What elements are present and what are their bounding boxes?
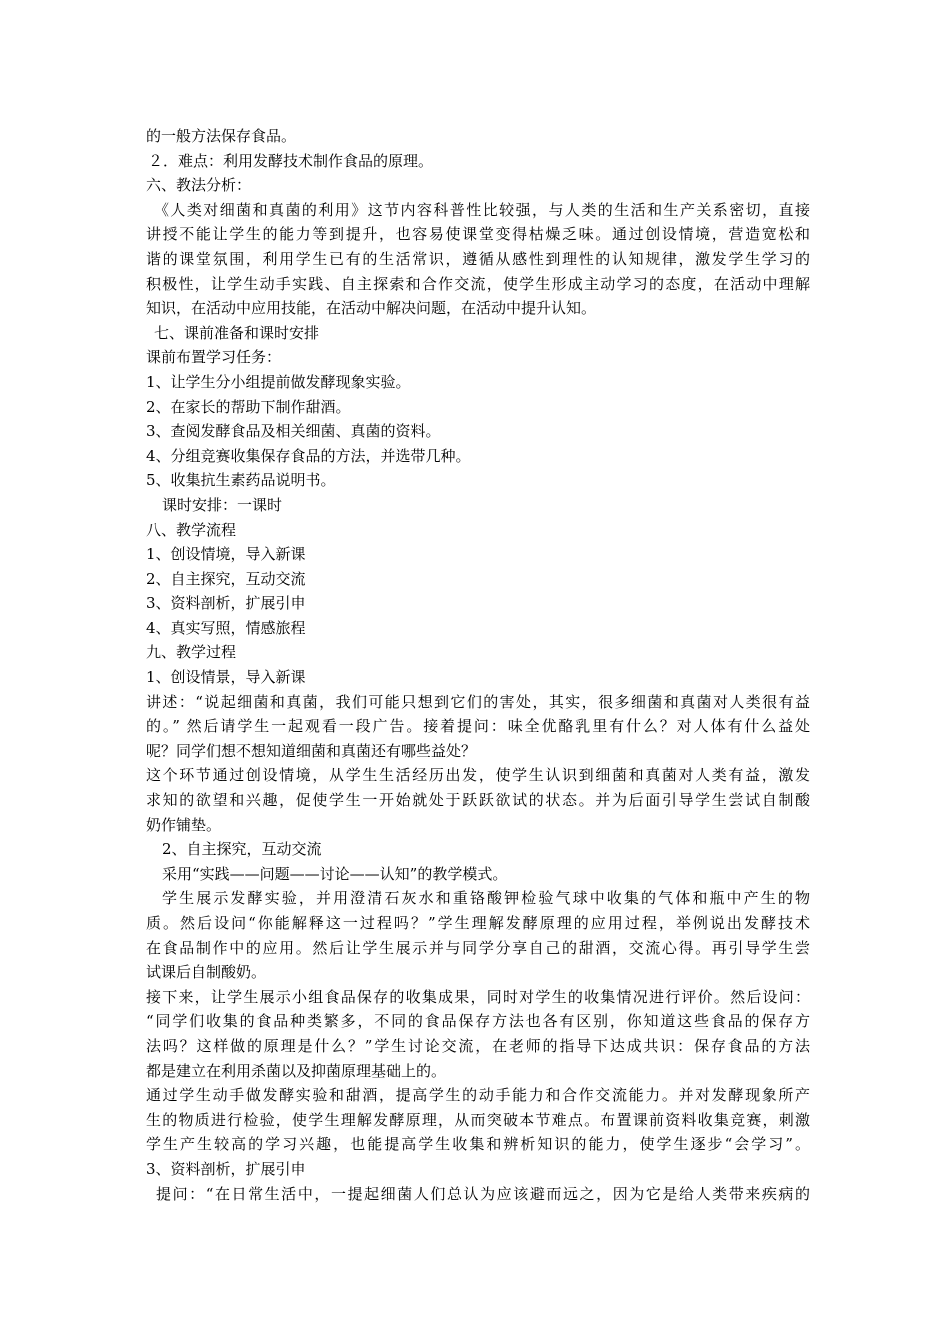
text-line: 《人类对细菌和真菌的利用》这节内容科普性比较强，与人类的生活和生产关系密切，直接 [154,200,810,219]
document-page [146,124,810,1206]
text-line: 2、自主探究，互动交流 [162,840,322,859]
text-line: 3、资料剖析，扩展引申 [146,594,306,613]
text-line: 奶作铺垫。 [146,815,222,834]
text-line: 3、资料剖析，扩展引申 [146,1159,306,1178]
text-line: 七、课前准备和课时安排 [154,323,320,342]
text-line: 学生展示发酵实验，并用澄清石灰水和重铬酸钾检验气球中收集的气体和瓶中产生的物 [162,889,810,908]
text-line: 的。” 然后请学生一起观看一段广告。接着提问：味全优酪乳里有什么？对人体有什么益处 [146,717,810,736]
text-line: 呢？同学们想不想知道细菌和真菌还有哪些益处？ [146,741,477,760]
text-line: 1、创设情境，导入新课 [146,545,306,564]
text-line: 的一般方法保存食品。 [146,127,297,145]
text-line: 都是建立在利用杀菌以及抑菌原理基础上的。 [146,1061,447,1080]
text-line: 接下来，让学生展示小组食品保存的收集成果，同时对学生的收集情况进行评价。然后设问： [146,987,810,1006]
text-line: 2、自主探究，互动交流 [146,569,306,588]
text-line: 讲授不能让学生的能力等到提升，也容易使课堂变得枯燥乏味。通过创设情境，营造宽松和 [146,225,810,244]
text-line: 课时安排：一课时 [162,495,283,514]
text-line: 求知的欲望和兴趣，促使学生一开始就处于跃跃欲试的状态。并为后面引导学生尝试自制酸 [146,791,810,810]
text-line: 1、让学生分小组提前做发酵现象实验。 [146,372,411,391]
text-line: 八、教学流程 [146,520,237,539]
text-line: 1、创设情景，导入新课 [146,668,306,687]
text-line: 4、分组竞赛收集保存食品的方法，并选带几种。 [146,446,471,465]
text-line: 这个环节通过创设情境，从学生生活经历出发，使学生认识到细菌和真菌对人类有益，激发 [146,766,810,785]
text-line: 讲述：“说起细菌和真菌，我们可能只想到它们的害处，其实，很多细菌和真菌对人类很有益 [146,692,810,711]
text-line: 在食品制作中的应用。然后让学生展示并与同学分享自己的甜酒，交流心得。再引导学生尝 [146,938,810,957]
text-line: 试课后自制酸奶。 [146,963,267,982]
text-line: 学生产生较高的学习兴趣，也能提高学生收集和辨析知识的能力，使学生逐步“会学习”。 [146,1135,810,1154]
text-line: 质。然后设问“你能解释这一过程吗？”学生理解发酵原理的应用过程，举例说出发酵技术 [146,914,810,932]
text-line: 3、查阅发酵食品及相关细菌、真菌的资料。 [146,422,441,441]
text-line: 提问：“在日常生活中，一提起细菌人们总认为应该避而远之，因为它是给人类带来疾病的 [156,1184,810,1203]
text-line: 谐的课堂氛围，利用学生已有的生活常识，遵循从感性到理性的认知规律，激发学生学习的 [146,249,810,268]
text-line: 法吗？这样做的原理是什么？”学生讨论交流，在老师的指导下达成共识：保存食品的方法 [146,1036,810,1055]
text-line: 六、教法分析： [146,176,252,195]
text-line: 九、教学过程 [146,643,237,662]
text-line: ２．难点：利用发酵技术制作食品的原理。 [148,151,434,170]
text-line: 生的物质进行检验，使学生理解发酵原理，从而突破本节难点。布置课前资料收集竞赛，刺激 [146,1110,810,1129]
text-line: 4、真实写照，情感旅程 [146,618,306,637]
text-line: 2、在家长的帮助下制作甜酒。 [146,397,351,416]
text-line: 课前布置学习任务： [146,348,282,367]
text-line: 通过学生动手做发酵实验和甜酒，提高学生的动手能力和合作交流能力。并对发酵现象所产 [146,1086,810,1105]
text-line: 知识，在活动中应用技能，在活动中解决问题，在活动中提升认知。 [146,299,597,318]
text-line: “同学们收集的食品种类繁多，不同的食品保存方法也各有区别，你知道这些食品的保存方 [146,1012,810,1031]
text-line: 采用“实践——问题——讨论——认知”的教学模式。 [162,864,508,883]
text-line: 积极性，让学生动手实践、自主探索和合作交流，使学生形成主动学习的态度，在活动中理解 [146,274,810,293]
text-line: 5、收集抗生素药品说明书。 [146,471,336,490]
